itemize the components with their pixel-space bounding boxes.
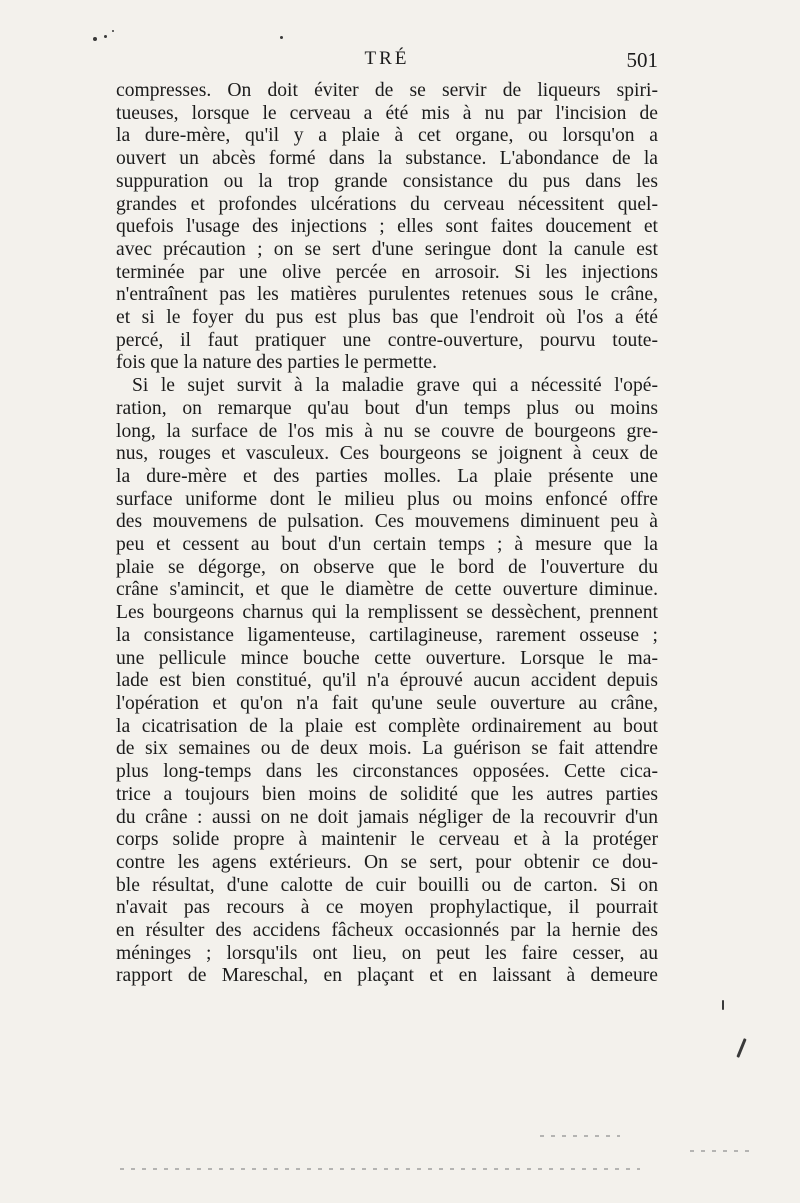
text-line: surface uniforme dont le milieu plus ou moins enfoncé offre — [116, 488, 658, 510]
text-line: peu et cessent au bout d'un certain temps ; à mesure que la — [116, 534, 658, 556]
text-line: percé, il faut pratiquer une contre-ouverture, pourvu toute- — [116, 329, 658, 351]
text-line: suppuration ou la trop grande consistance du pus dans les — [116, 170, 658, 192]
text-line: long, la surface de l'os mis à nu se couvre de bourgeons gre- — [116, 420, 658, 442]
text-line: tueuses, lorsque le cerveau a été mis à nu par l'incision de — [116, 102, 658, 124]
text-line: la dure-mère et des parties molles. La plaie présente une — [116, 465, 658, 487]
text-line: crâne s'amincit, et que le diamètre de cette ouverture diminue. — [116, 579, 658, 601]
scan-speck — [112, 30, 114, 32]
text-line: grandes et profondes ulcérations du cerveau nécessitent quel- — [116, 193, 658, 215]
text-line: corps solide propre à maintenir le cerveau et à la protéger — [116, 829, 658, 851]
scan-speck — [93, 37, 97, 41]
running-head: TRÉ — [364, 48, 410, 69]
paragraph — [116, 375, 658, 988]
scan-speck — [722, 1000, 724, 1010]
text-line: une pellicule mince bouche cette ouverture. Lorsque le ma- — [116, 647, 658, 669]
text-line: terminée par une olive percée en arrosoir. Si les injections — [116, 261, 658, 283]
text-line: trice a toujours bien moins de solidité que les autres parties — [116, 783, 658, 805]
text-line: contre les agens extérieurs. On se sert, pour obtenir ce dou- — [116, 851, 658, 873]
text-line: la dure-mère, qu'il y a plaie à cet organe, ou lorsqu'on a — [116, 125, 658, 147]
text-line: quefois l'usage des injections ; elles sont faites doucement et — [116, 216, 658, 238]
text-line: en résulter des accidens fâcheux occasionnés par la hernie des — [116, 920, 658, 942]
text-line: nus, rouges et vasculeux. Ces bourgeons se joignent à ceux de — [116, 443, 658, 465]
text-line: la cicatrisation de la plaie est complète ordinairement au bout — [116, 715, 658, 737]
text-line: fois que la nature des parties le permette. — [116, 352, 437, 374]
text-line: compresses. On doit éviter de se servir de liqueurs spiri- — [116, 80, 658, 101]
scan-noise-line — [690, 1150, 750, 1152]
text-line: Les bourgeons charnus qui la remplissent se dessèchent, prennent — [116, 602, 658, 624]
text-line: ouvert un abcès formé dans la substance. L'abondance de la — [116, 148, 658, 170]
scan-speck — [736, 1038, 746, 1058]
text-line: du crâne : aussi on ne doit jamais négliger de la recouvrir d'un — [116, 806, 658, 828]
text-line: lade est bien constitué, qu'il n'a éprouvé aucun accident depuis — [116, 670, 658, 692]
scan-noise-line — [120, 1168, 640, 1170]
text-line: ble résultat, d'une calotte de cuir bouilli ou de carton. Si on — [116, 874, 658, 896]
scan-speck — [104, 35, 107, 38]
text-line: ration, on remarque qu'au bout d'un temps plus ou moins — [116, 397, 658, 419]
text-line: rapport de Mareschal, en plaçant et en laissant à demeure — [116, 965, 658, 987]
text-line: n'entraînent pas les matières purulentes retenues sous le crâne, — [116, 284, 658, 306]
text-line: plus long-temps dans les circonstances opposées. Cette cica- — [116, 761, 658, 783]
text-line: de six semaines ou de deux mois. La guérison se fait attendre — [116, 738, 658, 760]
text-line: la consistance ligamenteuse, cartilagineuse, rarement osseuse ; — [116, 624, 658, 646]
text-line: méninges ; lorsqu'ils ont lieu, on peut les faire cesser, au — [116, 942, 658, 964]
page-number: 501 — [626, 48, 658, 72]
text-line: Si le sujet survit à la maladie grave qui a nécessité l'opé- — [132, 375, 658, 397]
scan-speck — [280, 36, 283, 39]
text-line: des mouvemens de pulsation. Ces mouvemens diminuent peu à — [116, 511, 658, 533]
text-line: avec précaution ; on se sert d'une seringue dont la canule est — [116, 238, 658, 260]
text-line: n'avait pas recours à ce moyen prophylactique, il pourrait — [116, 897, 658, 919]
page-header — [116, 48, 658, 78]
scan-noise-line — [540, 1135, 620, 1137]
text-line: plaie se dégorge, on observe que le bord de l'ouverture du — [116, 556, 658, 578]
text-line: l'opération et qu'on n'a fait qu'une seule ouverture au crâne, — [116, 692, 658, 714]
paragraph — [116, 80, 658, 375]
text-line: et si le foyer du pus est plus bas que l'endroit où l'os a été — [116, 307, 658, 329]
body-text — [116, 80, 658, 988]
